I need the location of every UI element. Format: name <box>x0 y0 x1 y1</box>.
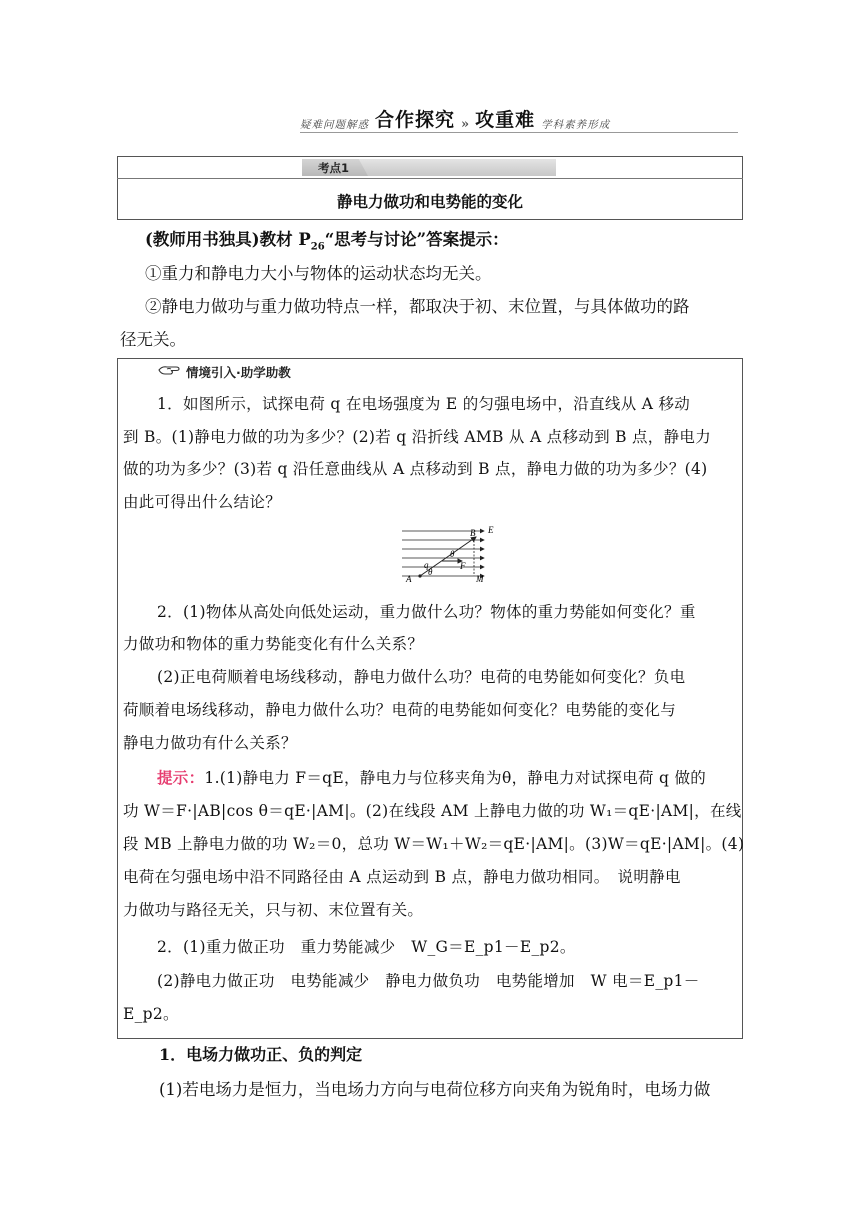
hint-line-4: 电荷在匀强电场中沿不同路径由 A 点运动到 B 点，静电力做功相同。 说明静电 <box>123 868 681 886</box>
intro-line-1-sub: 26 <box>310 241 325 253</box>
scenario-frame-header <box>158 362 291 381</box>
banner-title-right: 攻重难 <box>475 109 536 131</box>
section-banner <box>300 106 610 132</box>
intro-item-2-line-2: 径无关。 <box>120 330 186 349</box>
topic-tab-label: 考点1 <box>318 161 350 175</box>
q2b-line-2: 荷顺着电场线移动，静电力做什么功？电荷的电势能如何变化？电势能的变化与 <box>123 701 677 719</box>
q2-line-1: 2．(1)物体从高处向低处运动，重力做什么功？物体的重力势能如何变化？重 <box>157 603 696 621</box>
banner-rule <box>300 132 738 133</box>
label-e: E <box>488 525 494 535</box>
banner-title-left: 合作探究 <box>375 109 456 131</box>
hint-line-1 <box>157 762 706 795</box>
banner-right-text: 学科素养形成 <box>541 119 611 131</box>
label-b: B <box>470 528 476 538</box>
intro-item-2-line-1: ②静电力做功与重力做功特点一样，都取决于初、末位置，与具体做功的路 <box>145 297 690 316</box>
banner-separator-icon: » <box>461 117 470 132</box>
answer-2b-line-1: (2)静电力做正功 电势能减少 静电力做负功 电势能增加 W 电＝E_p1－ <box>157 972 700 990</box>
label-a: A <box>406 574 412 584</box>
hint-label: 提示： <box>157 768 205 787</box>
hint-line-5: 力做功与路径无关，只与初、末位置有关。 <box>123 901 424 919</box>
banner-left-text: 疑难问题解惑 <box>300 119 369 131</box>
hint-line-1-text: 1.(1)静电力 F＝qE，静电力与位移夹角为θ，静电力对试探电荷 q 做的 <box>204 769 707 787</box>
answer-2b-line-2: E_p2。 <box>123 1005 179 1023</box>
hint-line-3: 段 MB 上静电力做的功 W₂＝0，总功 W＝W₁＋W₂＝qE·|AM|。(3)W＝qE·|AM|。(4) <box>123 835 745 853</box>
q2-line-2: 力做功和物体的重力势能变化有什么关系？ <box>123 635 424 653</box>
section-heading: 1．电场力做功正、负的判定 <box>159 1045 363 1064</box>
intro-line-1-post: “思考与讨论”答案提示： <box>324 230 509 249</box>
label-theta-low: θ <box>428 567 433 577</box>
hand-pointer-icon <box>158 362 182 381</box>
point-a <box>418 574 421 577</box>
q1-line-1: 1．如图所示，试探电荷 q 在电场强度为 E 的匀强电场中，沿直线从 A 移动 <box>157 395 691 413</box>
hint-line-2: 功 W＝F·|AB|cos θ＝qE·|AM|。(2)在线段 AM 上静电力做的功 W₁＝qE·|AM|，在线 <box>123 802 742 820</box>
scenario-frame-title: 情境引入·助学助教 <box>186 364 291 380</box>
label-q: q <box>424 560 429 570</box>
q1-line-4: 由此可得出什么结论？ <box>123 493 282 511</box>
answer-2-line: 2．(1)重力做正功 重力势能减少 W_G＝E_p1－E_p2。 <box>157 938 576 956</box>
topic-title: 静电力做功和电势能的变化 <box>336 193 523 211</box>
q1-line-2: 到 B。(1)静电力做的功为多少？(2)若 q 沿折线 AMB 从 A 点移动到 B 点，静电力 <box>123 428 712 446</box>
intro-line-1-pre: (教师用书独具)教材 P <box>145 230 311 249</box>
topic-divider <box>117 178 743 179</box>
q2b-line-3: 静电力做功有什么关系？ <box>123 734 297 752</box>
q2b-line-1: (2)正电荷顺着电场线移动，静电力做什么功？电荷的电势能如何变化？负电 <box>157 668 686 686</box>
label-theta-high: θ <box>450 549 455 559</box>
electric-field-figure <box>396 524 506 590</box>
intro-item-1: ①重力和静电力大小与物体的运动状态均无关。 <box>145 264 492 283</box>
label-f: F <box>460 561 466 571</box>
label-m: M <box>476 574 484 584</box>
section-line-1: (1)若电场力是恒力，当电场力方向与电荷位移方向夹角为锐角时，电场力做 <box>159 1080 711 1099</box>
q1-line-3: 做的功为多少？(3)若 q 沿任意曲线从 A 点移动到 B 点，静电力做的功为多少？(4) <box>123 460 708 478</box>
